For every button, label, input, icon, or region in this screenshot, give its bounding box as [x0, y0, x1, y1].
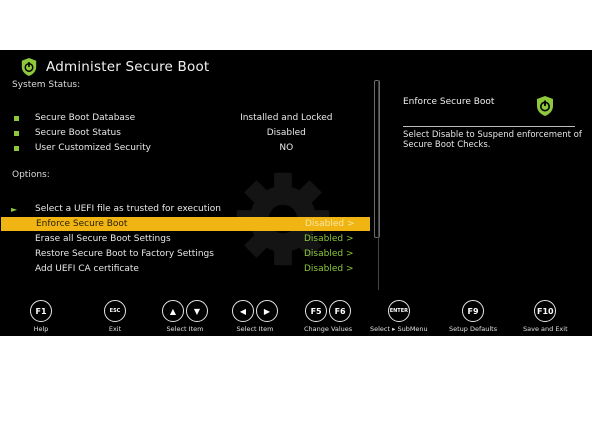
status-label: Secure Boot Database: [34, 113, 136, 123]
system-status-heading: System Status:: [12, 80, 81, 90]
key-change-values[interactable]: [304, 300, 352, 333]
help-text: Select Disable to Suspend enforcement of Secure Boot Checks.: [403, 130, 582, 150]
square-bullet-icon: [14, 116, 19, 121]
square-bullet-icon: [14, 146, 19, 151]
enter-key-icon[interactable]: ENTER: [388, 300, 410, 322]
status-value: Disabled: [266, 128, 306, 138]
shield-power-icon: [535, 95, 555, 117]
panel-divider: [378, 80, 379, 290]
square-bullet-icon: [14, 131, 19, 136]
status-value: Installed and Locked: [240, 113, 333, 123]
arrow-up-icon[interactable]: ▲: [162, 300, 184, 322]
status-label: User Customized Security: [34, 143, 151, 153]
status-row: [14, 126, 354, 140]
option-add-uefi-ca-certificate[interactable]: [0, 262, 370, 276]
f6-key-icon[interactable]: F6: [329, 300, 351, 322]
status-row: [14, 141, 354, 155]
option-value[interactable]: Disabled >: [305, 219, 355, 229]
key-label: Select Item: [166, 325, 204, 333]
triangle-right-icon: ►: [11, 204, 18, 214]
scrollbar[interactable]: [374, 80, 380, 238]
key-legend-bar: [0, 300, 592, 336]
key-save-and-exit[interactable]: [523, 300, 568, 333]
key-label: Change Values: [304, 325, 353, 333]
status-label: Secure Boot Status: [34, 128, 121, 138]
key-select-item-horizontal[interactable]: [232, 300, 278, 333]
shield-power-icon: [20, 57, 38, 77]
arrow-right-icon[interactable]: ▶: [256, 300, 278, 322]
key-label: Save and Exit: [523, 325, 568, 333]
f1-key-icon[interactable]: F1: [30, 300, 52, 322]
option-label: Select a UEFI file as trusted for execution: [35, 204, 221, 214]
option-erase-secure-boot-settings[interactable]: [0, 232, 370, 246]
header: [20, 56, 209, 78]
option-label: Enforce Secure Boot: [36, 219, 128, 229]
key-select-item-vertical[interactable]: [162, 300, 208, 333]
f9-key-icon[interactable]: F9: [462, 300, 484, 322]
help-title: Enforce Secure Boot: [403, 97, 495, 107]
key-label: Select Item: [236, 325, 274, 333]
bios-screen: [0, 50, 592, 336]
arrow-down-icon[interactable]: ▼: [186, 300, 208, 322]
option-label: Restore Secure Boot to Factory Settings: [35, 249, 214, 259]
option-select-uefi-file[interactable]: [0, 202, 370, 216]
key-help[interactable]: [30, 300, 52, 333]
key-exit[interactable]: [104, 300, 126, 333]
key-label: Help: [33, 325, 49, 333]
status-value: NO: [279, 143, 294, 153]
f10-key-icon[interactable]: F10: [534, 300, 556, 322]
help-divider: [403, 126, 575, 127]
option-label: Erase all Secure Boot Settings: [35, 234, 171, 244]
key-select-submenu[interactable]: [370, 300, 428, 333]
key-label: Exit: [108, 325, 122, 333]
option-restore-factory-settings[interactable]: [0, 247, 370, 261]
options-heading: Options:: [12, 170, 50, 180]
option-value[interactable]: Disabled >: [304, 234, 354, 244]
option-value[interactable]: Disabled >: [304, 264, 354, 274]
status-row: [14, 111, 354, 125]
option-value[interactable]: Disabled >: [304, 249, 354, 259]
f5-key-icon[interactable]: F5: [305, 300, 327, 322]
key-label: Setup Defaults: [449, 325, 498, 333]
key-setup-defaults[interactable]: [449, 300, 497, 333]
arrow-left-icon[interactable]: ◀: [232, 300, 254, 322]
option-enforce-secure-boot[interactable]: [1, 217, 370, 231]
key-label: Select ▸ SubMenu: [370, 325, 428, 333]
option-label: Add UEFI CA certificate: [35, 264, 139, 274]
page-title: Administer Secure Boot: [46, 59, 210, 75]
esc-key-icon[interactable]: ESC: [104, 300, 126, 322]
